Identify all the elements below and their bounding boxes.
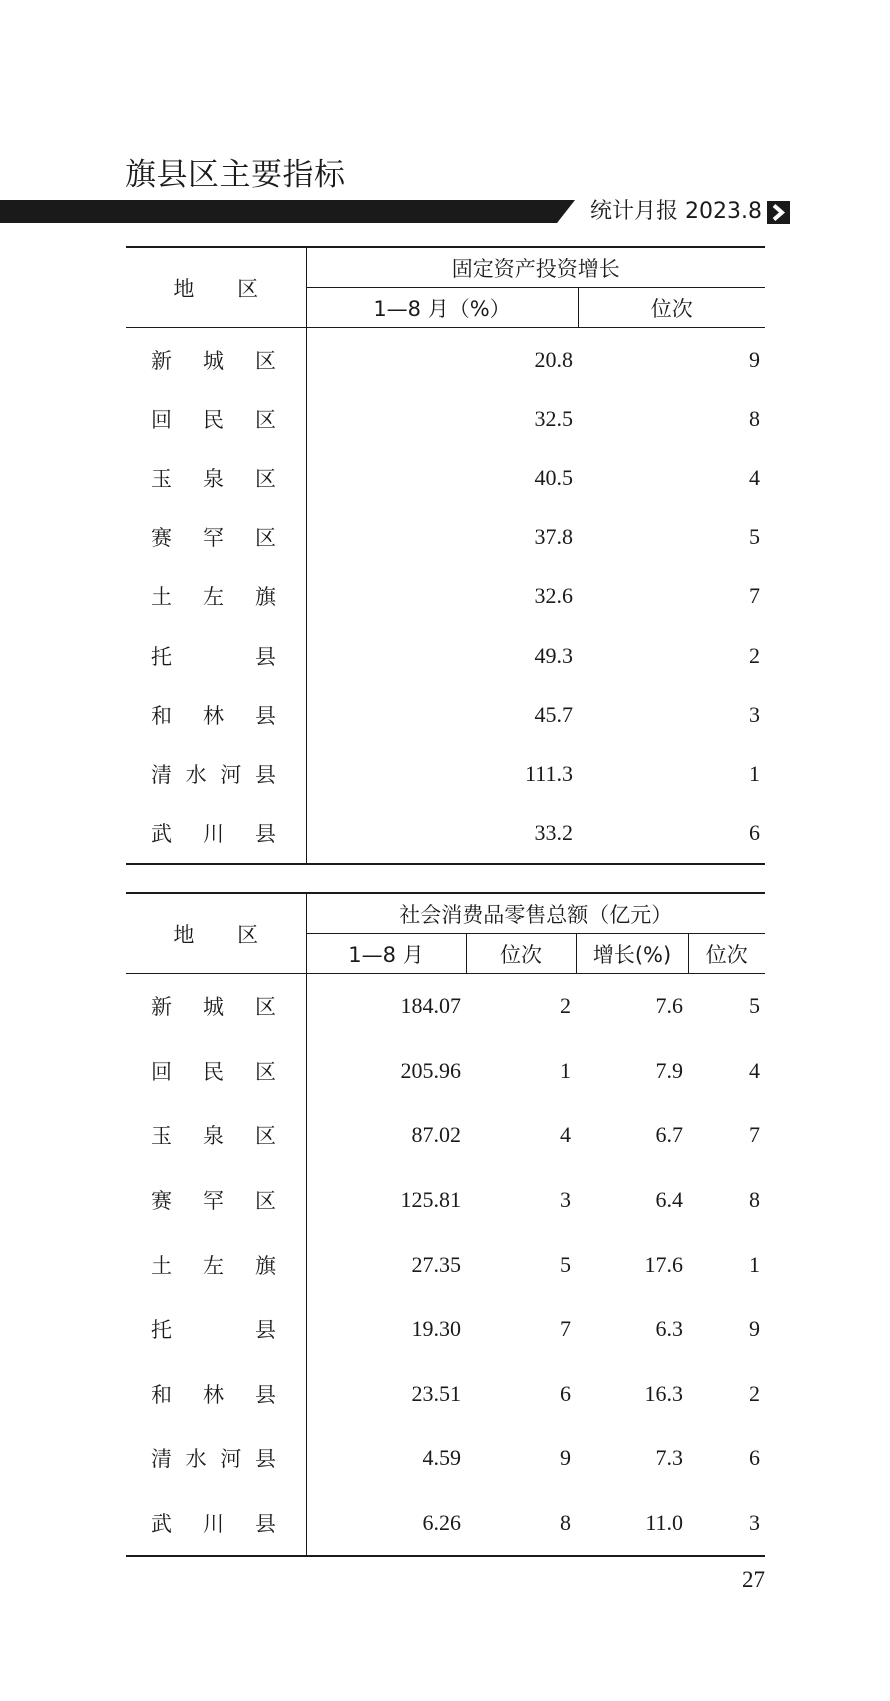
value-cell: 125.81 [400, 1187, 461, 1213]
rank-cell: 4 [749, 1057, 760, 1083]
table-row [126, 1297, 765, 1362]
growth-cell: 111.3 [525, 760, 573, 786]
page-number: 27 [742, 1567, 765, 1592]
publication-label: 统计月报 2023.8 [590, 199, 762, 224]
table-row [126, 567, 765, 626]
region-name: 赛 罕 区 [151, 1189, 276, 1214]
region-cell [126, 448, 306, 507]
region-cell [126, 389, 306, 448]
rank-cell: 9 [560, 1445, 571, 1471]
growth-cell: 11.0 [576, 1491, 688, 1557]
rank-cell: 1 [749, 1251, 760, 1277]
value-cell: 205.96 [400, 1057, 461, 1083]
table-row [126, 1168, 765, 1233]
rank-cell: 1 [749, 760, 760, 786]
region-name: 新 城 区 [151, 995, 276, 1020]
growth-cell: 7.9 [655, 1057, 683, 1083]
region-cell [126, 508, 306, 567]
rank-cell: 5 [749, 993, 760, 1019]
rank-cell: 7 [749, 583, 760, 609]
table-row [126, 626, 765, 685]
column-header: 1—8 月 [306, 934, 466, 974]
region-name: 土 左 旗 [151, 585, 276, 610]
rank-cell: 9 [749, 1316, 760, 1342]
region-name: 和 林 县 [151, 703, 276, 728]
section-title: 旗县区主要指标 [125, 157, 346, 193]
region-cell [126, 744, 306, 803]
region-cell [126, 804, 306, 864]
table-row [126, 1491, 765, 1557]
growth-cell: 6.3 [655, 1316, 683, 1342]
table-row [126, 1232, 765, 1297]
growth-cell: 7.3 [655, 1445, 683, 1471]
region-name: 托 县 [151, 1318, 276, 1343]
rank-cell: 8 [466, 1491, 576, 1557]
growth-cell: 32.5 [534, 405, 573, 431]
region-name: 玉 泉 区 [151, 466, 276, 491]
rank-cell: 2 [749, 1380, 760, 1406]
value-cell: 4.59 [422, 1445, 461, 1471]
growth-cell: 37.8 [534, 524, 573, 550]
region-cell [126, 1362, 306, 1427]
region-name: 清 水 河 县 [151, 1447, 276, 1472]
header-bar [0, 200, 575, 223]
region-cell [126, 328, 306, 390]
rank-cell: 8 [749, 1187, 760, 1213]
table-row [126, 328, 765, 390]
value-cell: 184.07 [400, 993, 461, 1019]
growth-cell: 20.8 [534, 346, 573, 372]
rank-cell: 1 [560, 1057, 571, 1083]
region-name: 回 民 区 [151, 1059, 276, 1084]
rank-cell: 7 [560, 1316, 571, 1342]
rank-cell: 3 [749, 701, 760, 727]
value-cell: 6.26 [306, 1491, 466, 1557]
region-name: 玉 泉 区 [151, 1124, 276, 1149]
growth-cell: 45.7 [534, 701, 573, 727]
region-name: 托 县 [151, 644, 276, 669]
region-cell [126, 1426, 306, 1491]
region-cell [126, 1168, 306, 1233]
table-row [126, 685, 765, 744]
value-cell: 27.35 [411, 1251, 461, 1277]
region-cell [126, 1297, 306, 1362]
region-cell [126, 1103, 306, 1168]
table-row [126, 804, 765, 864]
growth-cell: 16.3 [644, 1380, 683, 1406]
region-name: 和 林 县 [151, 1382, 276, 1407]
table-row [126, 1426, 765, 1491]
table-row [126, 1039, 765, 1104]
rank-cell: 5 [560, 1251, 571, 1277]
region-name: 武 川 县 [151, 822, 276, 847]
region-name: 回 民 区 [151, 407, 276, 432]
region-cell [126, 1039, 306, 1104]
rank-cell: 4 [749, 464, 760, 490]
value-cell: 87.02 [411, 1122, 461, 1148]
region-cell [126, 974, 306, 1039]
region-cell [126, 1491, 306, 1557]
table-row [126, 448, 765, 507]
table-row [126, 744, 765, 803]
rank-cell: 9 [749, 346, 760, 372]
growth-cell: 7.6 [655, 993, 683, 1019]
rank-cell: 2 [560, 993, 571, 1019]
region-cell [126, 567, 306, 626]
column-header: 位次 [466, 934, 576, 974]
region-name: 清 水 河 县 [151, 762, 276, 787]
group-header: 固定资产投资增长 [306, 247, 765, 288]
group-header: 社会消费品零售总额（亿元） [306, 893, 765, 934]
growth-cell: 6.4 [655, 1187, 683, 1213]
column-header: 增长(%) [576, 934, 688, 974]
table-row [126, 389, 765, 448]
table-row [126, 974, 765, 1039]
rank-cell: 4 [560, 1122, 571, 1148]
rank-cell: 6 [749, 1445, 760, 1471]
rank-cell: 5 [749, 524, 760, 550]
retail-sales-table [126, 892, 765, 1557]
region-header: 地 区 [126, 893, 306, 974]
region-name: 新 城 区 [151, 348, 276, 373]
region-name: 武 川 县 [151, 1512, 276, 1537]
region-name: 赛 罕 区 [151, 526, 276, 551]
column-header: 位次 [688, 934, 765, 974]
region-cell [126, 1232, 306, 1297]
rank-cell: 7 [749, 1122, 760, 1148]
value-cell: 23.51 [411, 1380, 461, 1406]
column-header: 位次 [578, 288, 765, 328]
rank-cell: 3 [560, 1187, 571, 1213]
growth-cell: 33.2 [306, 804, 578, 864]
column-header: 1—8 月（%） [306, 288, 578, 328]
rank-cell: 2 [749, 642, 760, 668]
region-header: 地 区 [126, 247, 306, 328]
chevron-right-icon [767, 201, 790, 224]
table-row [126, 1362, 765, 1427]
rank-cell: 6 [560, 1380, 571, 1406]
table-row [126, 1103, 765, 1168]
region-name: 土 左 旗 [151, 1253, 276, 1278]
rank-cell: 8 [749, 405, 760, 431]
region-cell [126, 626, 306, 685]
growth-cell: 32.6 [534, 583, 573, 609]
growth-cell: 40.5 [534, 464, 573, 490]
fixed-investment-table [126, 246, 765, 865]
rank-cell: 6 [578, 804, 765, 864]
region-cell [126, 685, 306, 744]
growth-cell: 6.7 [655, 1122, 683, 1148]
growth-cell: 17.6 [644, 1251, 683, 1277]
value-cell: 19.30 [411, 1316, 461, 1342]
rank-cell: 3 [688, 1491, 765, 1557]
growth-cell: 49.3 [534, 642, 573, 668]
table-row [126, 508, 765, 567]
